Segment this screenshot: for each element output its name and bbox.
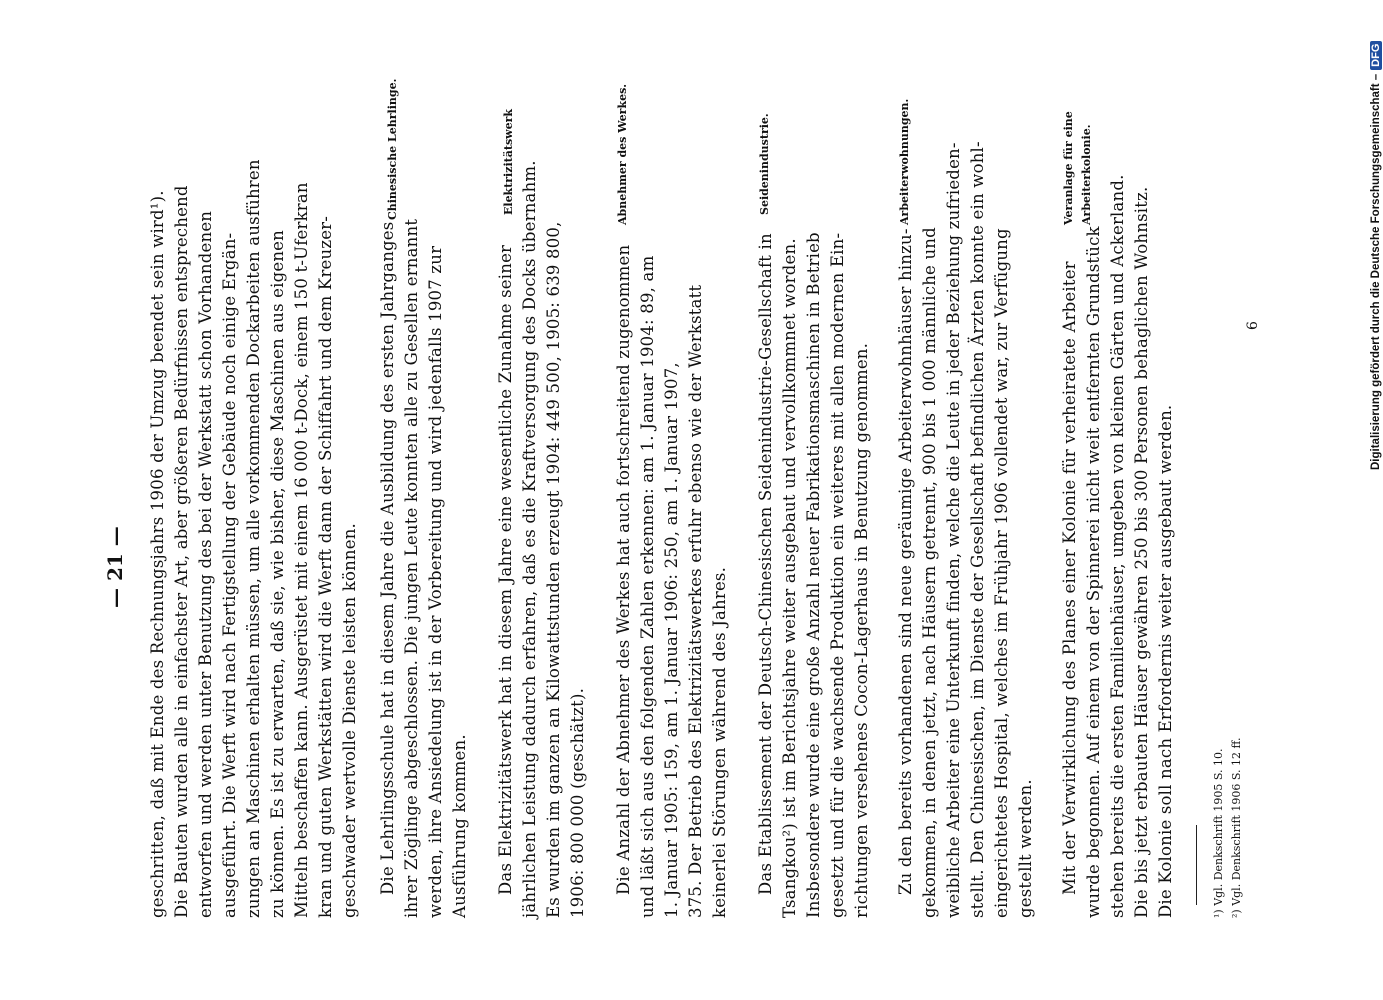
text-line: gesetzt und für die wachsende Produktion ein weiteres mit allen modernen Ein-	[828, 232, 847, 918]
footnote: ²) Vgl. Denkschrift 1906 S. 12 ff.	[1230, 737, 1243, 918]
text-line: 375. Der Betrieb des Elektrizitätswerkes erfuhr ebenso wie der Werkstatt	[686, 284, 705, 918]
text-line: Mitteln beschaffen kann. Ausgerüstet mit einem 16 000 t-Dock, einem 150 t-Uferkran	[292, 182, 311, 918]
text-line: werden, ihre Ansiedelung ist in der Vorbereitung und wird jedenfalls 1907 zur	[426, 245, 445, 918]
text-line: Das Etablissement der Deutsch-Chinesischen Seidenindustrie-Gesellschaft in	[756, 233, 775, 895]
text-line: stehen bereits die ersten Familienhäuser, umgeben von kleinen Gärten und Ackerland.	[1108, 174, 1127, 918]
text-line: 1. Januar 1905: 159, am 1. Januar 1906: 250, am 1. Januar 1907,	[662, 362, 681, 918]
text-line: entworfen und werden unter Benutzung des bei der Werkstatt schon Vorhandenen	[196, 210, 215, 918]
credit-text: Digitalisierung gefördert durch die Deutsche Forschungsgemeinschaft –	[1370, 73, 1382, 470]
signature-mark: 6	[1245, 321, 1261, 330]
text-line: Die bis jetzt erbauten Häuser gewähren 250 bis 300 Personen behaglichen Wohnsitz.	[1132, 186, 1151, 918]
dfg-logo: DFG	[1370, 41, 1382, 70]
digitization-credit	[1370, 41, 1382, 470]
margin-note: Elektrizitätswerk	[502, 108, 515, 215]
margin-note: Veranlage für eine	[1062, 111, 1075, 225]
text-line: und läßt sich aus den folgenden Zahlen erkennen: am 1. Januar 1904: 89, am	[638, 255, 657, 918]
text-line: zu können. Es ist zu erwarten, daß sie, wie bisher, diese Maschinen aus eigenen	[268, 230, 287, 918]
text-line: Die Lehrlingsschule hat in diesem Jahre die Ausbildung des ersten Jahrganges	[378, 221, 397, 895]
text-line: keinerlei Störungen während des Jahres.	[710, 566, 729, 918]
text-line: Tsangkou²) ist im Berichtsjahre weiter ausgebaut und vervollkommnet worden.	[780, 238, 799, 918]
text-line: Es wurden im ganzen an Kilowattstunden erzeugt 1904: 449 500, 1905: 639 800,	[544, 221, 563, 918]
text-line: jährlichen Leistung dadurch erfahren, daß es die Kraftversorgung des Docks übernahm.	[520, 160, 539, 918]
text-line: ihrer Zöglinge abgeschlossen. Die jungen Leute konnten alle zu Gesellen ernannt	[402, 218, 421, 918]
text-line: kran und guten Werkstätten wird die Werft dann der Schiffahrt und dem Kreuzer-	[316, 215, 335, 918]
text-line: Das Elektrizitätswerk hat in diesem Jahre eine wesentliche Zunahme seiner	[496, 244, 515, 895]
margin-note: Seidenindustrie.	[758, 113, 771, 215]
margin-note: Abnehmer des Werkes.	[616, 83, 629, 225]
footnote: ¹) Vgl. Denkschrift 1905 S. 10.	[1212, 748, 1225, 918]
text-line: ausgeführt. Die Werft wird nach Fertigstellung der Gebäude noch einige Ergän-	[220, 232, 239, 918]
text-line: zungen an Maschinen erhalten müssen, um alle vorkommenden Dockarbeiten ausführen	[244, 159, 263, 918]
text-line: Ausführung kommen.	[450, 734, 469, 918]
margin-note: Chinesische Lehrlinge.	[386, 78, 399, 220]
text-line: Mit der Verwirklichung des Planes einer Kolonie für verheiratete Arbeiter	[1060, 261, 1079, 895]
margin-note: Arbeiterwohnungen.	[898, 98, 911, 225]
text-line: Insbesondere wurde eine große Anzahl neuer Fabrikationsmaschinen in Betrieb	[804, 232, 823, 918]
text-line: richtungen versehenes Cocon-Lagerhaus in Benutzung genommen.	[852, 342, 871, 918]
text-line: 1906: 800 000 (geschätzt).	[568, 687, 587, 918]
text-line: geschritten, daß mit Ende des Rechnungsjahrs 1906 der Umzug beendet sein wird¹).	[148, 190, 167, 918]
text-line: wurde begonnen. Auf einem von der Spinnerei nicht weit entfernten Grundstück	[1084, 226, 1103, 918]
text-line: gekommen, in denen jetzt, nach Häusern getrennt, 900 bis 1 000 männliche und	[920, 227, 939, 918]
page-header: — 21 —	[103, 526, 127, 608]
text-line: Die Anzahl der Abnehmer des Werkes hat auch fortschreitend zugenommen	[614, 244, 633, 895]
text-line: Zu den bereits vorhandenen sind neue geräumige Arbeiterwohnhäuser hinzu-	[896, 228, 915, 895]
margin-note: Arbeiterkolonie.	[1080, 124, 1093, 225]
text-line: weibliche Arbeiter eine Unterkunft finden, welche die Leute in jeder Beziehung zufrieden-	[944, 142, 963, 918]
text-line: gestellt werden.	[1016, 779, 1035, 918]
text-line: eingerichtetes Hospital, welches im Frühjahr 1906 vollendet war, zur Verfügung	[992, 228, 1011, 918]
text-line: Die Kolonie soll nach Erfordernis weiter ausgebaut werden.	[1156, 404, 1175, 918]
text-line: geschwader wertvolle Dienste leisten können.	[340, 523, 359, 918]
text-line: Die Bauten wurden alle in einfachster Art, aber größeren Bedürfnissen entsprechend	[172, 185, 191, 918]
text-line: stellt. Den Chinesischen, im Dienste der Gesellschaft befindlichen Ärzten konnte ein wohl-	[968, 141, 987, 918]
footnote-rule	[1196, 825, 1197, 905]
